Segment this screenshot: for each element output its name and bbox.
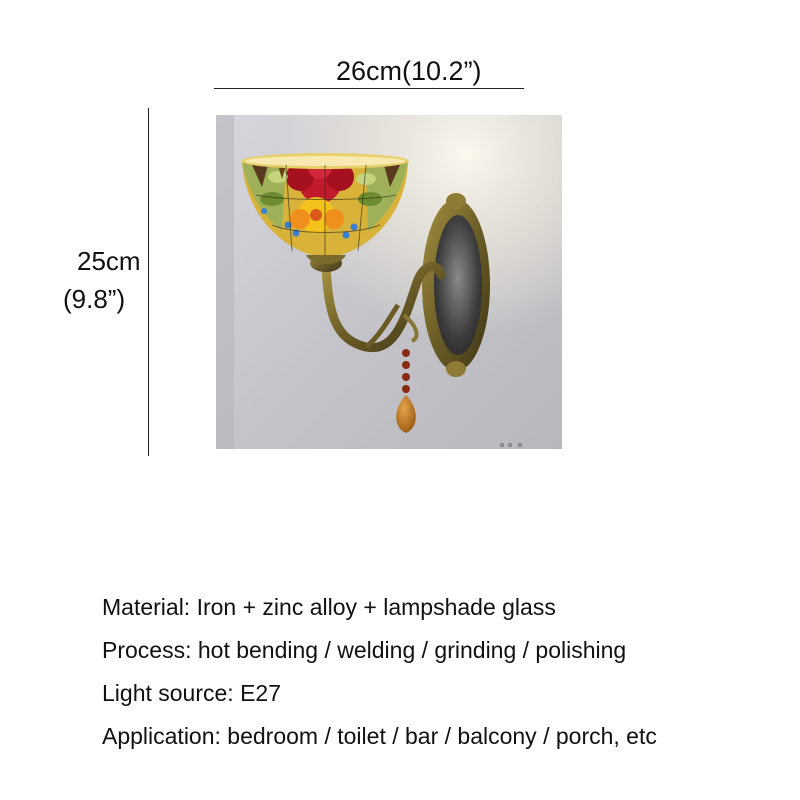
width-dimension-line xyxy=(214,88,524,89)
height-dimension-line xyxy=(148,108,149,456)
spec-material: Material: Iron + zinc alloy + lampshade glass xyxy=(102,594,556,620)
width-dimension-label: 26cm(10.2”) xyxy=(336,56,482,86)
height-dimension-in: (9.8”) xyxy=(63,284,126,314)
spec-process: Process: hot bending / welding / grinding / polishing xyxy=(102,637,627,663)
spec-light-source: Light source: E27 xyxy=(102,680,282,706)
wall-lamp-photo xyxy=(216,115,562,449)
spec-list xyxy=(102,586,657,758)
height-dimension-cm: 25cm xyxy=(77,246,141,276)
spec-application: Application: bedroom / toilet / bar / balcony / porch, etc xyxy=(102,723,657,749)
